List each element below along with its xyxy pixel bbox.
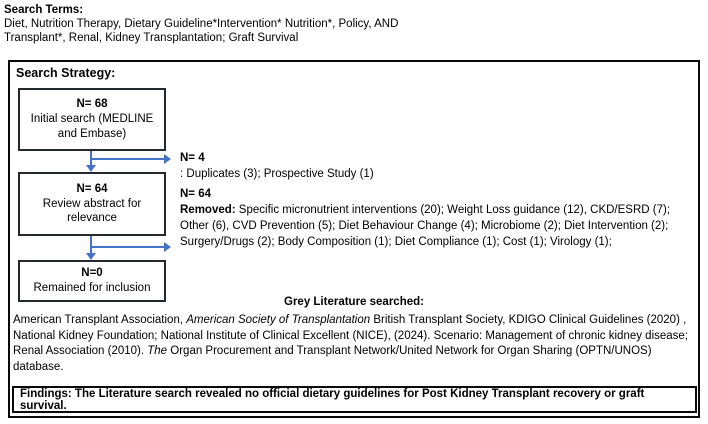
- search-strategy-heading: Search Strategy:: [16, 66, 116, 80]
- arrow-down-icon: [86, 165, 96, 172]
- exclusion-count: N= 64: [180, 188, 212, 200]
- exclusion-detail: : Duplicates (3); Prospective Study (1): [180, 168, 374, 180]
- exclusion-detail: Specific micronutrient interventions (20); Weight Loss guidance (12), CKD/ESRD (7); Other (6), CVD Prevention (5); Diet Behaviour Change (4); Microbiome (2); Diet Intervention (2); Surgery/Drugs (2); Body Composition (1); Diet Compliance (1); Cost (1); Virology (1);: [180, 204, 671, 248]
- flow-box-count: N= 68: [76, 98, 108, 111]
- flow-box-initial-search: [18, 88, 166, 151]
- grey-lit-italic-1: American Society of Transplantation: [186, 314, 371, 326]
- flow-box-review-abstract: [18, 172, 166, 236]
- flow-box-label: Remained for inclusion: [33, 282, 151, 294]
- search-terms-heading: Search Terms:: [4, 4, 84, 16]
- grey-lit-italic-2: The: [147, 345, 168, 357]
- connector-line: [90, 236, 92, 254]
- grey-literature-heading: Grey Literature searched:: [284, 296, 424, 308]
- grey-lit-part-1: American Transplant Association,: [13, 314, 187, 326]
- connector-line: [90, 246, 164, 248]
- exclusion-removed: [180, 186, 692, 250]
- flow-box-label: Review abstract for relevance: [42, 197, 142, 225]
- grey-lit-part-3: Organ Procurement and Transplant Network/United Network for Organ Sharing (OPTN/UNOS) database.: [13, 345, 652, 373]
- search-terms-block: [4, 3, 398, 45]
- arrow-right-icon: [164, 154, 171, 164]
- findings-box: [12, 386, 697, 413]
- flow-box-count: N=0: [81, 267, 103, 280]
- flow-box-count: N= 64: [76, 182, 108, 195]
- flow-box-label: Initial search (MEDLINE and Embase): [30, 113, 154, 140]
- arrow-down-icon: [86, 253, 96, 260]
- arrow-right-icon: [164, 242, 171, 252]
- connector-line: [90, 158, 164, 160]
- exclusion-duplicates: [180, 150, 690, 182]
- findings-text: Findings: The Literature search revealed no official dietary guidelines for Post Kidney Transplant recovery or graft survival.: [20, 387, 645, 412]
- grey-literature-text: [13, 313, 695, 375]
- exclusion-count: N= 4: [180, 152, 205, 164]
- grey-lit-part-2: British Transplant Society, KDIGO Clinical Guidelines (2020) , National Kidney Foundation; National Institute of Clinical Excellent (NICE), (2024). Scenario: Management of chronic kidney disease; Renal Association (2010).: [13, 314, 689, 357]
- exclusion-lead: Removed:: [180, 204, 236, 216]
- search-terms-line-2: Transplant*, Renal, Kidney Transplantation; Graft Survival: [4, 32, 299, 44]
- search-terms-line-1: Diet, Nutrition Therapy, Dietary Guideline*Intervention* Nutrition*, Policy, AND: [4, 18, 399, 30]
